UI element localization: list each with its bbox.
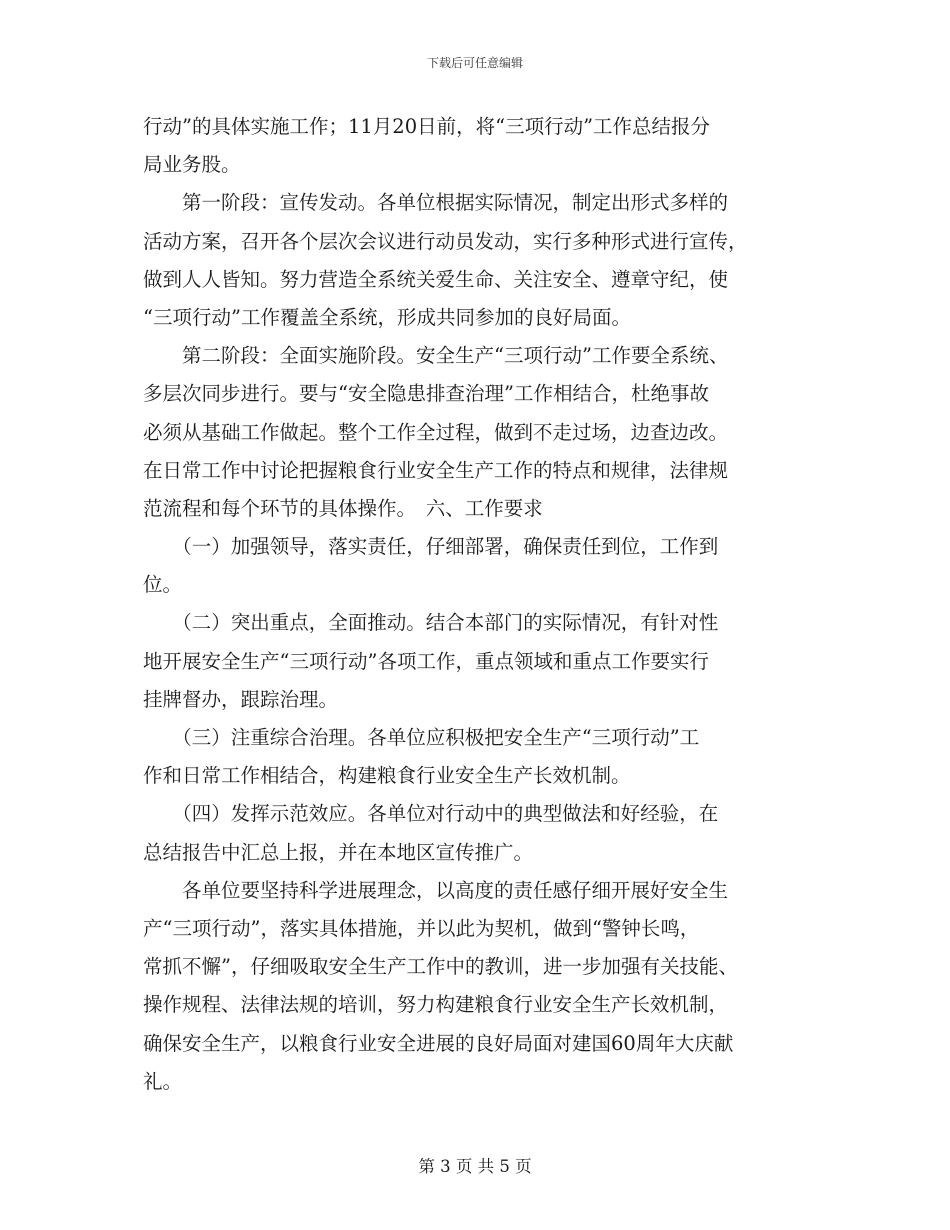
body-line: （一）加强领导，落实责任，仔细部署，确保责任到位，工作到 <box>143 535 719 559</box>
body-line: 局业务股。 <box>143 153 241 177</box>
body-line: 做到人人皆知。努力营造全系统关爱生命、关注安全、遵章守纪，使 <box>143 267 729 291</box>
body-line: 必须从基础工作做起。整个工作全过程，做到不走过场，边查边改。 <box>143 420 729 444</box>
body-line: 位。 <box>143 573 183 597</box>
body-line: （四）发挥示范效应。各单位对行动中的典型做法和好经验，在 <box>143 802 719 826</box>
document-body <box>143 108 803 1101</box>
body-line: 第一阶段：宣传发动。各单位根据实际情况，制定出形式多样的 <box>143 191 729 215</box>
body-line: 作和日常工作相结合，构建粮食行业安全生产长效机制。 <box>143 764 631 788</box>
page-number: 第 3 页 共 5 页 <box>418 1157 532 1176</box>
body-line: 在日常工作中讨论把握粮食行业安全生产工作的特点和规律，法律规 <box>143 458 729 482</box>
body-line: 第二阶段：全面实施阶段。安全生产“三项行动”工作要全系统、 <box>143 344 729 368</box>
body-line: 确保安全生产，以粮食行业安全进展的良好局面对建国60周年大庆献 <box>143 1031 734 1055</box>
download-edit-note: 下载后可任意编辑 <box>426 56 523 70</box>
body-line: 各单位要坚持科学进展理念，以高度的责任感仔细开展好安全生 <box>143 878 729 902</box>
body-line: （二）突出重点，全面推动。结合本部门的实际情况，有针对性 <box>143 611 719 635</box>
body-line: 地开展安全生产“三项行动”各项工作，重点领域和重点工作要实行 <box>143 649 709 673</box>
body-line: 操作规程、法律法规的培训，努力构建粮食行业安全生产长效机制， <box>143 993 729 1017</box>
body-line: 常抓不懈”，仔细吸取安全生产工作中的教训，进一步加强有关技能、 <box>143 955 738 979</box>
body-line: 产“三项行动”，落实具体措施，并以此为契机，做到“警钟长鸣， <box>143 916 700 940</box>
body-line: 挂牌督办，跟踪治理。 <box>143 687 339 711</box>
body-line: 行动”的具体实施工作；11月20日前，将“三项行动”工作总结报分 <box>143 115 711 138</box>
body-line: 活动方案，召开各个层次会议进行动员发动，实行多种形式进行宣传， <box>143 229 748 253</box>
body-line: 范流程和每个环节的具体操作。 六、工作要求 <box>143 496 543 520</box>
body-line: （三）注重综合治理。各单位应积极把安全生产“三项行动”工 <box>143 726 700 749</box>
body-line: “三项行动”工作覆盖全系统，形成共同参加的良好局面。 <box>143 305 631 329</box>
body-line: 礼。 <box>143 1069 183 1093</box>
body-line: 总结报告中汇总上报，并在本地区宣传推广。 <box>143 840 534 864</box>
body-line: 多层次同步进行。要与“安全隐患排查治理”工作相结合，杜绝事故 <box>143 382 709 406</box>
